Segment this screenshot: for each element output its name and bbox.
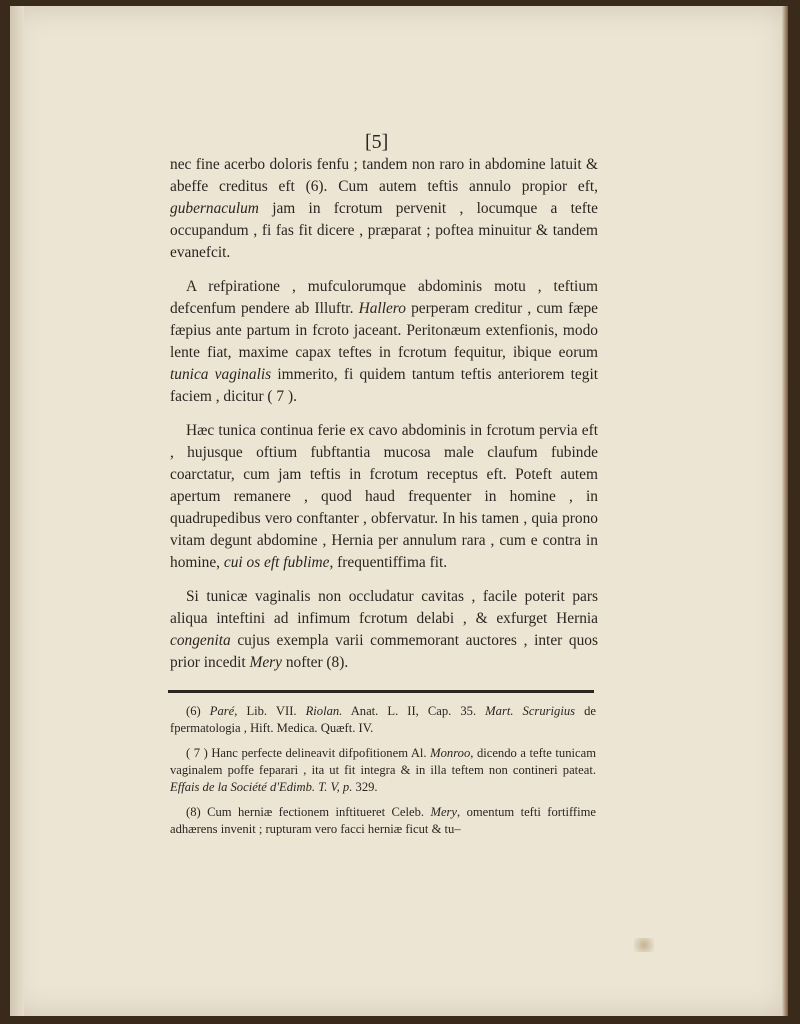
body-text bbox=[170, 154, 598, 686]
italic-text: Riolan. bbox=[305, 704, 343, 718]
paragraph bbox=[170, 420, 598, 574]
italic-text: Mery bbox=[249, 654, 282, 671]
text-run: Si tunicæ vaginalis non occludatur cavitas , facile poterit pars aliqua inteftini ad infimum fcrotum delabi , & exfurget Hernia bbox=[170, 588, 598, 627]
italic-text: gubernaculum bbox=[170, 200, 259, 217]
italic-text: tunica vaginalis bbox=[170, 366, 272, 383]
italic-text: cui os eft fublime bbox=[223, 554, 330, 571]
paragraph bbox=[170, 154, 598, 264]
footnote bbox=[170, 703, 596, 737]
text-run: , dicendo a tefte tunicam vaginalem poffe feparari , ita ut fit integra & in illa teftem non contineri pateat. bbox=[170, 746, 596, 777]
text-run: ( 7 ) Hanc perfecte delineavit difpofitionem Al. bbox=[186, 746, 431, 760]
text-run: nec fine acerbo doloris fenfu ; tandem non raro in abdomine latuit & abeffe creditus eft (6). Cum autem teftis annulo propior eft, bbox=[170, 156, 598, 195]
text-run: perperam creditur , cum fæpe fæpius ante partum in fcroto jaceant. Peritonæum extenfionis, modo lente fiat, maxime capax teftes in fcrotum fequitur, ibique eorum bbox=[170, 300, 598, 361]
footnote bbox=[170, 804, 596, 838]
footnote bbox=[170, 745, 596, 796]
text-run: de fpermatologia , Hift. Medica. Quæft. IV. bbox=[170, 704, 596, 735]
text-run: Anat. L. II, Cap. 35. bbox=[342, 704, 486, 718]
text-run: immerito, fi quidem tantum teftis anteriorem tegit faciem , dicitur ( 7 ). bbox=[170, 366, 598, 405]
italic-text: Mart. Scrurigius bbox=[485, 704, 576, 718]
text-run: A refpiratione , mufculorumque abdominis motu , teftium defcenfum pendere ab Illuftr. bbox=[170, 278, 598, 317]
page-spine bbox=[10, 6, 24, 1016]
italic-text: Mery bbox=[430, 805, 458, 819]
footnotes bbox=[170, 703, 596, 846]
page-edge bbox=[782, 6, 788, 1016]
paragraph bbox=[170, 586, 598, 674]
book-page bbox=[10, 6, 788, 1016]
text-run: (8) Cum herniæ fectionem inftitueret Celeb. bbox=[186, 805, 431, 819]
italic-text: Monroo bbox=[430, 746, 471, 760]
text-run: jam in fcrotum pervenit , locumque a tefte occupandum , fi fas fit dicere , præparat ; poftea minuitur & tandem evanefcit. bbox=[170, 200, 598, 261]
paper-stain bbox=[634, 938, 654, 952]
text-run: Hæc tunica continua ferie ex cavo abdominis in fcrotum pervia eft , hujusque oftium fubftantia mucosa male claufum fubinde coarctatur, cum jam teftis in fcrotum receptus eft. Poteft autem apertum remanere , quod haud frequenter in homine , in quadrupedibus vero conftanter , obfervatur. In his tamen , quia prono vitam degunt abdomine , Hernia per annulum rara , cum e contra in homine, bbox=[170, 422, 598, 571]
paragraph bbox=[170, 276, 598, 408]
text-run: 329. bbox=[352, 780, 378, 794]
italic-text: congenita bbox=[170, 632, 231, 649]
text-run: , omentum tefti fortiffime adhærens invenit ; rupturam vero facci herniæ ficut & tu– bbox=[170, 805, 596, 836]
footnote-rule bbox=[168, 690, 594, 693]
italic-text: Paré bbox=[209, 704, 235, 718]
text-run: , frequentiffima fit. bbox=[329, 554, 448, 571]
text-run: cujus exempla varii commemorant auctores , inter quos prior incedit bbox=[170, 632, 598, 671]
text-run: , Lib. VII. bbox=[234, 704, 306, 718]
page-number: [5] bbox=[365, 131, 389, 153]
text-run: nofter (8). bbox=[281, 654, 349, 671]
italic-text: Effais de la Société d'Edimb. T. V, p. bbox=[170, 780, 353, 794]
text-run: (6) bbox=[186, 704, 210, 718]
italic-text: Hallero bbox=[358, 300, 406, 317]
